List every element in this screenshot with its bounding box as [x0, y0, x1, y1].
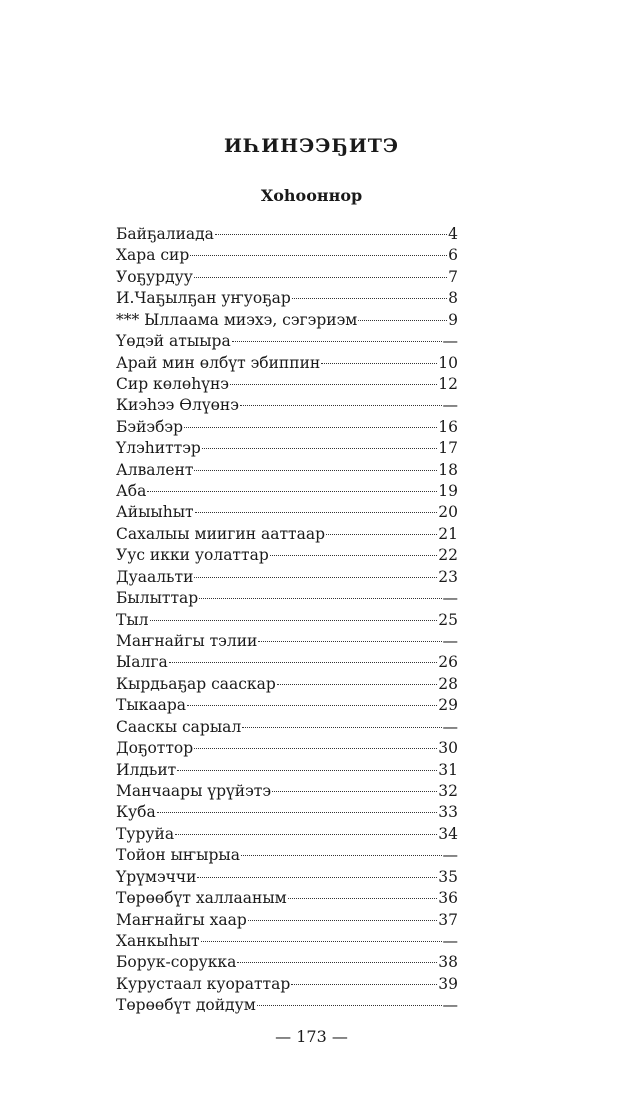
toc-entry — [116, 717, 458, 738]
toc-entry-page: 36 — [438, 889, 458, 908]
dot-leader — [358, 320, 447, 321]
toc-entry — [116, 481, 458, 502]
toc-entry-page: 25 — [438, 610, 458, 629]
toc-entry-title: Курустаал куораттар — [116, 974, 291, 993]
toc-entry — [116, 738, 458, 759]
dot-leader — [248, 920, 438, 921]
toc-entry-page: 4 — [448, 225, 458, 243]
toc-entry-title: Куба — [116, 803, 156, 822]
dot-leader — [194, 577, 437, 578]
toc-entry-title: Тыл — [116, 610, 149, 629]
toc-entry-title: Маҥнайгы хаар — [116, 910, 247, 929]
toc-entry-title: Борук-сорукка — [116, 953, 237, 972]
dot-leader — [187, 705, 437, 706]
toc-entry-title: Алвалент — [116, 460, 194, 479]
toc-entry-page: 31 — [438, 760, 458, 779]
toc-entry-page: 9 — [448, 310, 458, 329]
toc-entry-page: — — [442, 996, 458, 1015]
toc-entry-page: 8 — [448, 289, 458, 308]
toc-entry-title: Киэһээ Өлүөнэ — [116, 396, 239, 415]
toc-entry-title: Дуаальти — [116, 567, 194, 586]
dot-leader — [147, 491, 437, 492]
toc-entry-page: 19 — [438, 482, 458, 501]
toc-entry-page: — — [442, 332, 458, 351]
dot-leader — [230, 384, 437, 385]
toc-entry — [116, 374, 458, 395]
toc-entry — [116, 310, 458, 331]
toc-entry-page: — — [442, 396, 458, 415]
toc-entry-title: Былыттар — [116, 589, 199, 608]
toc-entry-page: 35 — [438, 867, 458, 886]
toc-entry — [116, 438, 458, 459]
toc-entry-title: Ханкыһыт — [116, 931, 200, 950]
dot-leader — [194, 277, 447, 278]
toc-entry — [116, 652, 458, 673]
dot-leader — [270, 555, 438, 556]
toc-entry-page: 6 — [448, 246, 458, 265]
toc-entry-title: Сааскы сарыал — [116, 717, 242, 736]
page-title: ИҺИНЭЭҔИТЭ — [223, 135, 400, 157]
toc-entry-title: Айыыһыт — [116, 503, 194, 522]
section-title: Хоһооннор — [260, 186, 363, 205]
toc-entry-page: 16 — [438, 417, 458, 436]
toc-entry-title: Илдьит — [116, 760, 177, 779]
dot-leader — [199, 598, 441, 599]
toc-entry-page: 26 — [438, 653, 458, 672]
dot-leader — [202, 448, 437, 449]
toc-entry — [116, 974, 458, 995]
dot-leader — [215, 234, 447, 235]
dot-leader — [197, 877, 437, 878]
dot-leader — [150, 620, 438, 621]
toc-entry — [116, 224, 458, 245]
toc-entry — [116, 267, 458, 288]
toc-entry-title: Хара сир — [116, 246, 190, 265]
toc-entry-title: И.Чаҕылҕан уҥуоҕар — [116, 289, 291, 308]
toc-entry — [116, 610, 458, 631]
toc-entry — [116, 910, 458, 931]
dot-leader — [195, 512, 438, 513]
toc-entry-page: — — [442, 717, 458, 736]
toc-entry — [116, 417, 458, 438]
toc-entry-title: Сир көлөһүнэ — [116, 374, 229, 393]
toc-entry-title: Туруйа — [116, 824, 175, 843]
toc-entry-title: Үрүмэччи — [116, 867, 197, 886]
dot-leader — [258, 641, 441, 642]
dot-leader — [321, 363, 437, 364]
toc-entry — [116, 288, 458, 309]
toc-entry — [116, 395, 458, 416]
toc-entry-title: Тыкаара — [116, 696, 187, 715]
dot-leader — [292, 298, 447, 299]
toc-entry-title: *** Ыллаама миэхэ, сэгэриэм — [116, 310, 358, 329]
toc-entry-page: 18 — [438, 460, 458, 479]
dot-leader — [288, 898, 438, 899]
toc-entry-page: 39 — [438, 974, 458, 993]
toc-entry-title: Манчаары үрүйэтэ — [116, 781, 272, 800]
toc-entry-title: Бэйэбэр — [116, 417, 184, 436]
toc-entry-title: Тойон ыҥырыа — [116, 846, 240, 865]
toc-entry-page: 22 — [438, 546, 458, 565]
dot-leader — [175, 834, 437, 835]
toc-entry-page: — — [442, 589, 458, 608]
dot-leader — [169, 662, 438, 663]
toc-entry-title: Маҥнайгы тэлии — [116, 632, 258, 651]
toc-entry — [116, 631, 458, 652]
toc-entry-page: 12 — [438, 374, 458, 393]
toc-entry-title: Сахалыы миигин ааттаар — [116, 524, 325, 543]
toc-entry-page: — — [442, 931, 458, 950]
toc-entry — [116, 245, 458, 266]
toc-entry-page: 34 — [438, 824, 458, 843]
toc-entry-page: 28 — [438, 674, 458, 693]
dot-leader — [184, 427, 437, 428]
toc-entry — [116, 995, 458, 1016]
dot-leader — [190, 255, 447, 256]
dot-leader — [194, 470, 437, 471]
toc-entry-title: Уоҕурдуу — [116, 267, 193, 286]
toc-entry — [116, 781, 458, 802]
toc-entry — [116, 353, 458, 374]
toc-entry-page: 32 — [438, 781, 458, 800]
toc-entry — [116, 867, 458, 888]
toc-entry — [116, 695, 458, 716]
dot-leader — [194, 748, 437, 749]
toc-entry — [116, 931, 458, 952]
toc-entry-title: Кырдьаҕар сааскар — [116, 674, 276, 693]
toc-entry-page: 7 — [448, 267, 458, 286]
toc-entry — [116, 524, 458, 545]
dot-leader — [272, 791, 437, 792]
dot-leader — [257, 1005, 442, 1006]
toc-entry-page: 17 — [438, 439, 458, 458]
toc-entry-page: 23 — [438, 567, 458, 586]
toc-entry-title: Төрөөбүт халлааным — [116, 889, 287, 908]
dot-leader — [277, 684, 437, 685]
toc-entry-title: Уус икки уолаттар — [116, 546, 269, 565]
toc-entry-title: Аба — [116, 482, 147, 501]
toc-entry-page: 29 — [438, 696, 458, 715]
dot-leader — [232, 341, 442, 342]
toc-entry — [116, 545, 458, 566]
page-number: — 173 — — [275, 1027, 348, 1046]
toc-entry-title: Арай мин өлбүт эбиппин — [116, 353, 321, 372]
toc-entry-page: 21 — [438, 524, 458, 543]
toc-entry-title: Үөдэй атыыра — [116, 332, 231, 351]
toc-entry-page: 33 — [438, 803, 458, 822]
toc-entry — [116, 460, 458, 481]
toc-entry-title: Байҕалиада — [116, 225, 214, 243]
toc-entry-page: — — [442, 846, 458, 865]
toc-entry — [116, 845, 458, 866]
toc-entry-page: 37 — [438, 910, 458, 929]
toc-entry — [116, 802, 458, 823]
toc-entry-title: Үлэһиттэр — [116, 439, 201, 458]
toc-entry-page: 20 — [438, 503, 458, 522]
dot-leader — [242, 727, 441, 728]
dot-leader — [237, 962, 437, 963]
dot-leader — [240, 405, 442, 406]
dot-leader — [201, 941, 442, 942]
dot-leader — [157, 812, 438, 813]
toc-entry-page: — — [442, 632, 458, 651]
toc-entry — [116, 502, 458, 523]
dot-leader — [326, 534, 437, 535]
toc-entry — [116, 760, 458, 781]
toc-entry — [116, 952, 458, 973]
dot-leader — [291, 984, 437, 985]
dot-leader — [241, 855, 442, 856]
toc-entry-title: Төрөөбүт дойдум — [116, 996, 256, 1015]
dot-leader — [177, 770, 437, 771]
toc-entry-title: Доҕоттор — [116, 739, 194, 758]
toc-entry — [116, 331, 458, 352]
toc-entry-page: 10 — [438, 353, 458, 372]
table-of-contents — [116, 224, 458, 1017]
toc-entry — [116, 588, 458, 609]
toc-entry — [116, 824, 458, 845]
toc-entry — [116, 888, 458, 909]
toc-entry-page: 30 — [438, 739, 458, 758]
toc-entry-title: Ыалга — [116, 653, 168, 672]
toc-entry-page: 38 — [438, 953, 458, 972]
toc-entry — [116, 567, 458, 588]
toc-entry — [116, 674, 458, 695]
